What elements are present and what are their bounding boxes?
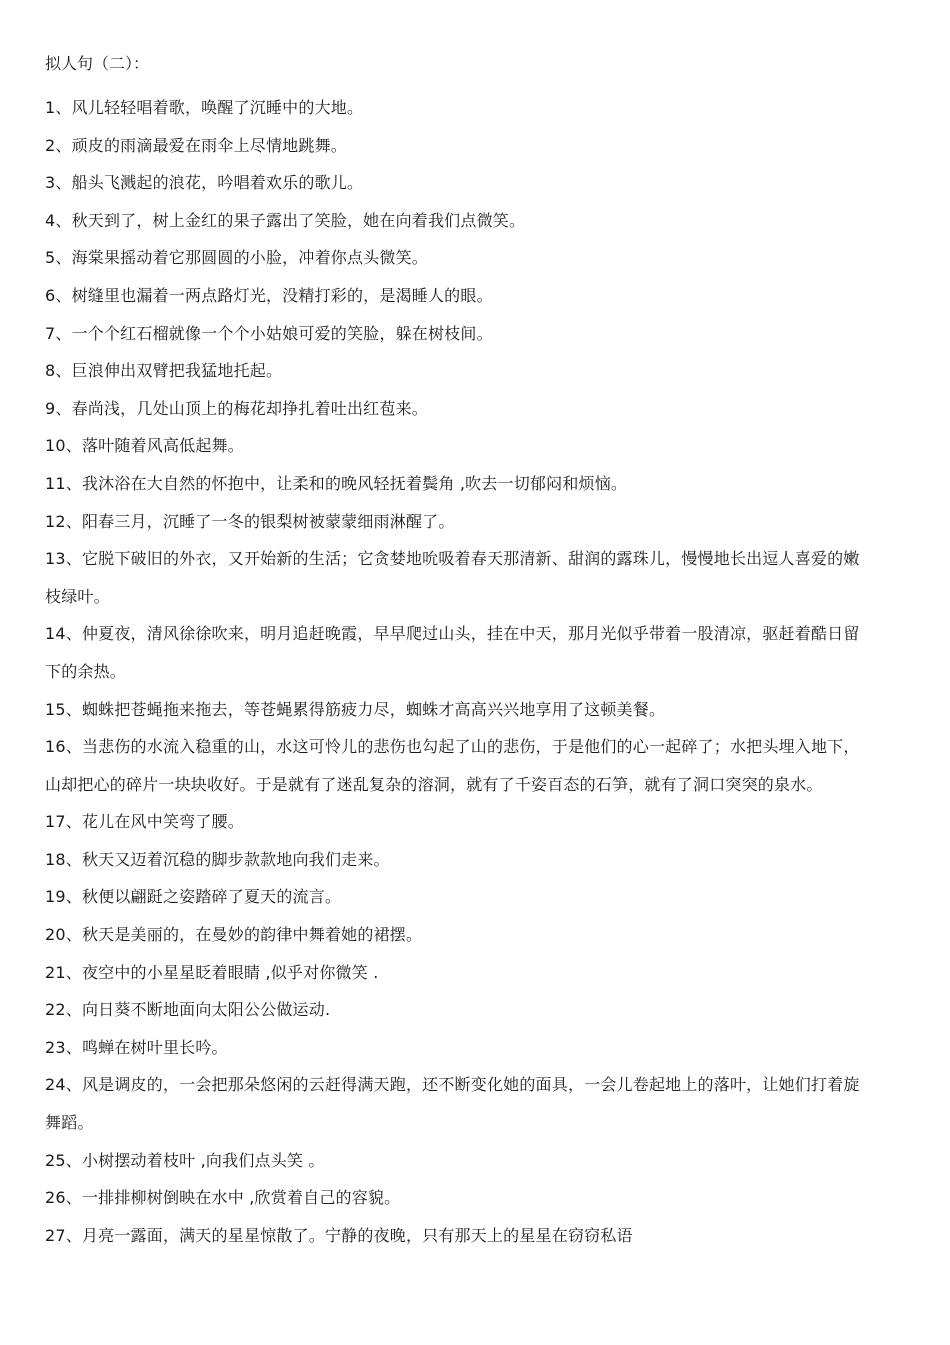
sentence-item: 2、顽皮的雨滴最爱在雨伞上尽情地跳舞。 [45,135,347,155]
sentence-item: 22、向日葵不断地面向太阳公公做运动. [45,1000,331,1020]
document-title: 拟人句（二）： [45,54,150,73]
sentence-item: 25、小树摆动着枝叶 ,向我们点头笑 。 [45,1150,325,1170]
sentence-item: 10、落叶随着风高低起舞。 [45,436,244,456]
sentence-item: 12、阳春三月，沉睡了一冬的银梨树被蒙蒙细雨淋醒了。 [45,511,455,531]
sentence-item: 21、夜空中的小星星眨着眼睛 ,似乎对你微笑 . [45,962,379,982]
sentence-item: 1、风儿轻轻唱着歌，唤醒了沉睡中的大地。 [45,98,364,117]
sentence-item: 20、秋天是美丽的，在曼妙的韵律中舞着她的裙摆。 [45,925,423,945]
sentence-item: 15、蜘蛛把苍蝇拖来拖去，等苍蝇累得筋疲力尽，蜘蛛才高高兴兴地享用了这顿美餐。 [45,699,666,719]
sentence-item: 4、秋天到了，树上金红的果子露出了笑脸，她在向着我们点微笑。 [45,210,526,230]
sentence-item: 9、春尚浅，几处山顶上的梅花却挣扎着吐出红苞来。 [45,398,428,418]
sentence-item: 13、它脱下破旧的外衣，又开始新的生活；它贪婪地吮吸着春天那清新、甜润的露珠儿，慢慢地长出逗人喜爱的嫩枝绿叶。 [45,549,860,606]
sentence-item: 19、秋便以翩跹之姿踏碎了夏天的流言。 [45,887,342,907]
sentence-item: 17、花儿在风中笑弯了腰。 [45,812,244,832]
sentence-item: 6、树缝里也漏着一两点路灯光，没精打彩的，是渴睡人的眼。 [45,285,493,305]
sentence-item: 14、仲夏夜，清风徐徐吹来，明月追赶晚霞，早早爬过山头，挂在中天，那月光似乎带着一股清凉，驱赶着酷日留下的余热。 [45,624,860,681]
sentence-item: 7、一个个红石榴就像一个个小姑娘可爱的笑脸，躲在树枝间。 [45,323,493,343]
sentence-item: 26、一排排柳树倒映在水中 ,欣赏着自己的容貌。 [45,1188,401,1208]
sentence-item: 5、海棠果摇动着它那圆圆的小脸，冲着你点头微笑。 [45,248,428,268]
sentence-item: 3、船头飞溅起的浪花，吟唱着欢乐的歌儿。 [45,173,364,193]
sentence-item: 11、我沐浴在大自然的怀抱中，让柔和的晚风轻抚着鬓角 ,吹去一切郁闷和烦恼。 [45,473,628,493]
sentence-item: 24、风是调皮的，一会把那朵悠闲的云赶得满天跑，还不断变化她的面具，一会儿卷起地上的落叶，让她们打着旋舞蹈。 [45,1075,860,1133]
sentence-item: 23、鸣蝉在树叶里长吟。 [45,1037,228,1057]
sentence-list [45,89,860,1254]
sentence-item: 18、秋天又迈着沉稳的脚步款款地向我们走来。 [45,849,390,869]
document-page [45,52,860,1254]
sentence-item: 16、当悲伤的水流入稳重的山，水这可怜儿的悲伤也勾起了山的悲伤，于是他们的心一起碎了；水把头埋入地下，山却把心的碎片一块块收好。于是就有了迷乱复杂的溶洞，就有了千姿百态的石笋，就有了洞口突突的泉水。 [45,737,860,794]
sentence-item: 8、巨浪伸出双臂把我猛地托起。 [45,361,283,381]
sentence-item: 27、月亮一露面，满天的星星惊散了。宁静的夜晚，只有那天上的星星在窃窃私语 [45,1225,633,1245]
